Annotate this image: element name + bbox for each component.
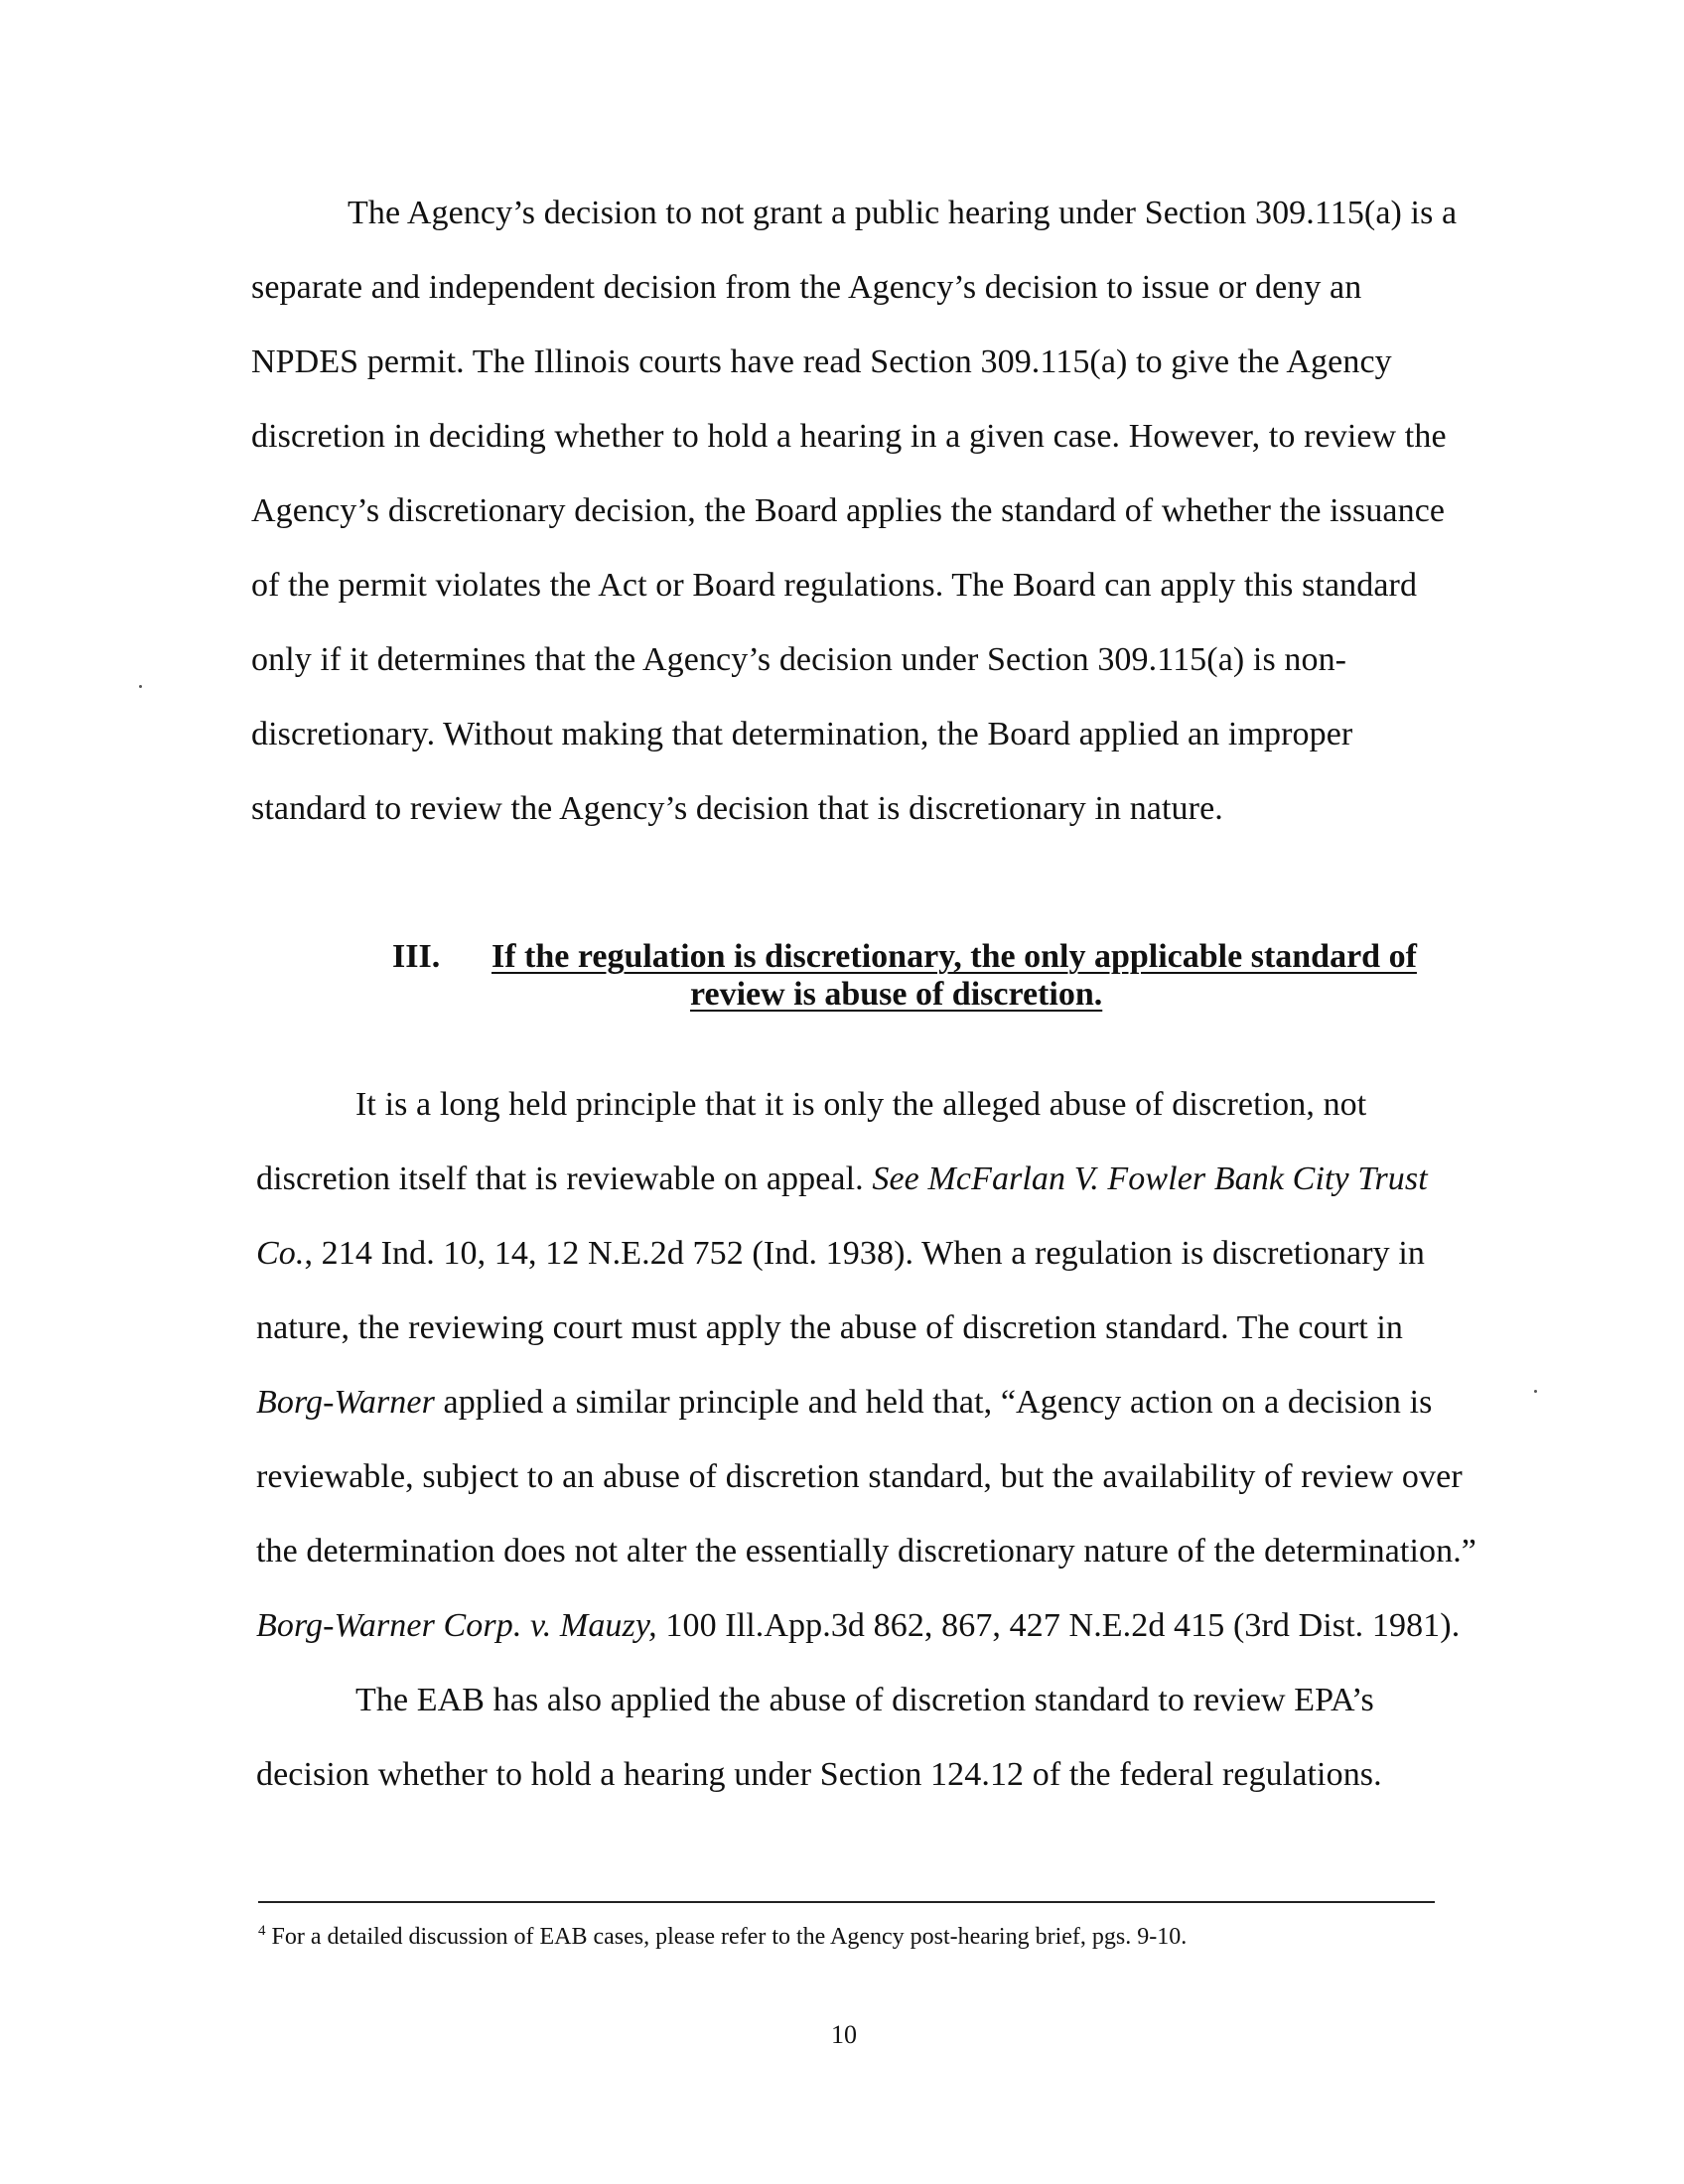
footnote-marker: 4 (258, 1923, 266, 1939)
paragraph2-line3-text: , 214 Ind. 10, 14, 12 N.E.2d 752 (Ind. 1938). When a regulation is discretionary in (304, 1235, 1426, 1272)
case-citation-borg-warner-corp: Borg-Warner Corp. v. Mauzy, (256, 1607, 657, 1644)
section-number: III. (392, 938, 441, 975)
paragraph2-line1: It is a long held principle that it is only the alleged abuse of discretion, not (355, 1086, 1367, 1123)
paragraph2-line3 (256, 1234, 1425, 1274)
paragraph1-line1: The Agency’s decision to not grant a public hearing under Section 309.115(a) is a (348, 195, 1458, 231)
paragraph3-line2: decision whether to hold a hearing under Section 124.12 of the federal regulations. (256, 1756, 1382, 1793)
scan-speck (139, 685, 142, 688)
footnote (258, 1916, 1187, 1952)
page-number: 10 (831, 2020, 857, 2049)
paragraph3-line1: The EAB has also applied the abuse of discretion standard to review EPA’s (355, 1682, 1374, 1718)
paragraph1-line3: NPDES permit. The Illinois courts have read Section 309.115(a) to give the Agency (251, 343, 1392, 380)
paragraph1-line7: only if it determines that the Agency’s decision under Section 309.115(a) is non- (251, 641, 1347, 678)
paragraph2-line4: nature, the reviewing court must apply the abuse of discretion standard. The court in (256, 1309, 1404, 1346)
paragraph1-line6: of the permit violates the Act or Board regulations. The Board can apply this standard (251, 567, 1418, 604)
paragraph2-line8 (256, 1606, 1460, 1646)
scan-speck (1534, 1390, 1537, 1393)
paragraph2-line6: reviewable, subject to an abuse of discretion standard, but the availability of review over (256, 1458, 1463, 1495)
paragraph1-line4: discretion in deciding whether to hold a hearing in a given case. However, to review the (251, 418, 1447, 455)
footnote-divider (258, 1901, 1435, 1903)
section-heading-line2 (690, 976, 1102, 1014)
paragraph2-line2-text: discretion itself that is reviewable on appeal. (256, 1160, 873, 1197)
case-citation-co: Co. (256, 1235, 305, 1272)
paragraph2-line5 (256, 1383, 1432, 1423)
paragraph1-line5: Agency’s discretionary decision, the Board applies the standard of whether the issuance (251, 492, 1446, 529)
paragraph2-line8-text: 100 Ill.App.3d 862, 867, 427 N.E.2d 415 (3rd Dist. 1981). (656, 1607, 1461, 1644)
paragraph2-line7: the determination does not alter the essentially discretionary nature of the determination.” (256, 1533, 1476, 1570)
paragraph1-line2: separate and independent decision from the Agency’s decision to issue or deny an (251, 269, 1362, 306)
section-heading-text1: If the regulation is discretionary, the only applicable standard of (491, 938, 1417, 975)
case-citation-mcfarlan: See McFarlan V. Fowler Bank City Trust (872, 1160, 1428, 1197)
paragraph1-line8: discretionary. Without making that determination, the Board applied an improper (251, 716, 1353, 752)
paragraph1-line9: standard to review the Agency’s decision that is discretionary in nature. (251, 790, 1223, 827)
footnote-text: For a detailed discussion of EAB cases, please refer to the Agency post-hearing brief, pgs. 9-10. (265, 1924, 1188, 1950)
case-name-borg-warner: Borg-Warner (256, 1384, 435, 1421)
section-heading-text2: review is abuse of discretion. (690, 976, 1103, 1013)
paragraph2-line5-text: applied a similar principle and held that, “Agency action on a decision is (434, 1384, 1433, 1421)
paragraph2-line2 (256, 1160, 1428, 1199)
section-heading-line1 (491, 938, 1417, 976)
